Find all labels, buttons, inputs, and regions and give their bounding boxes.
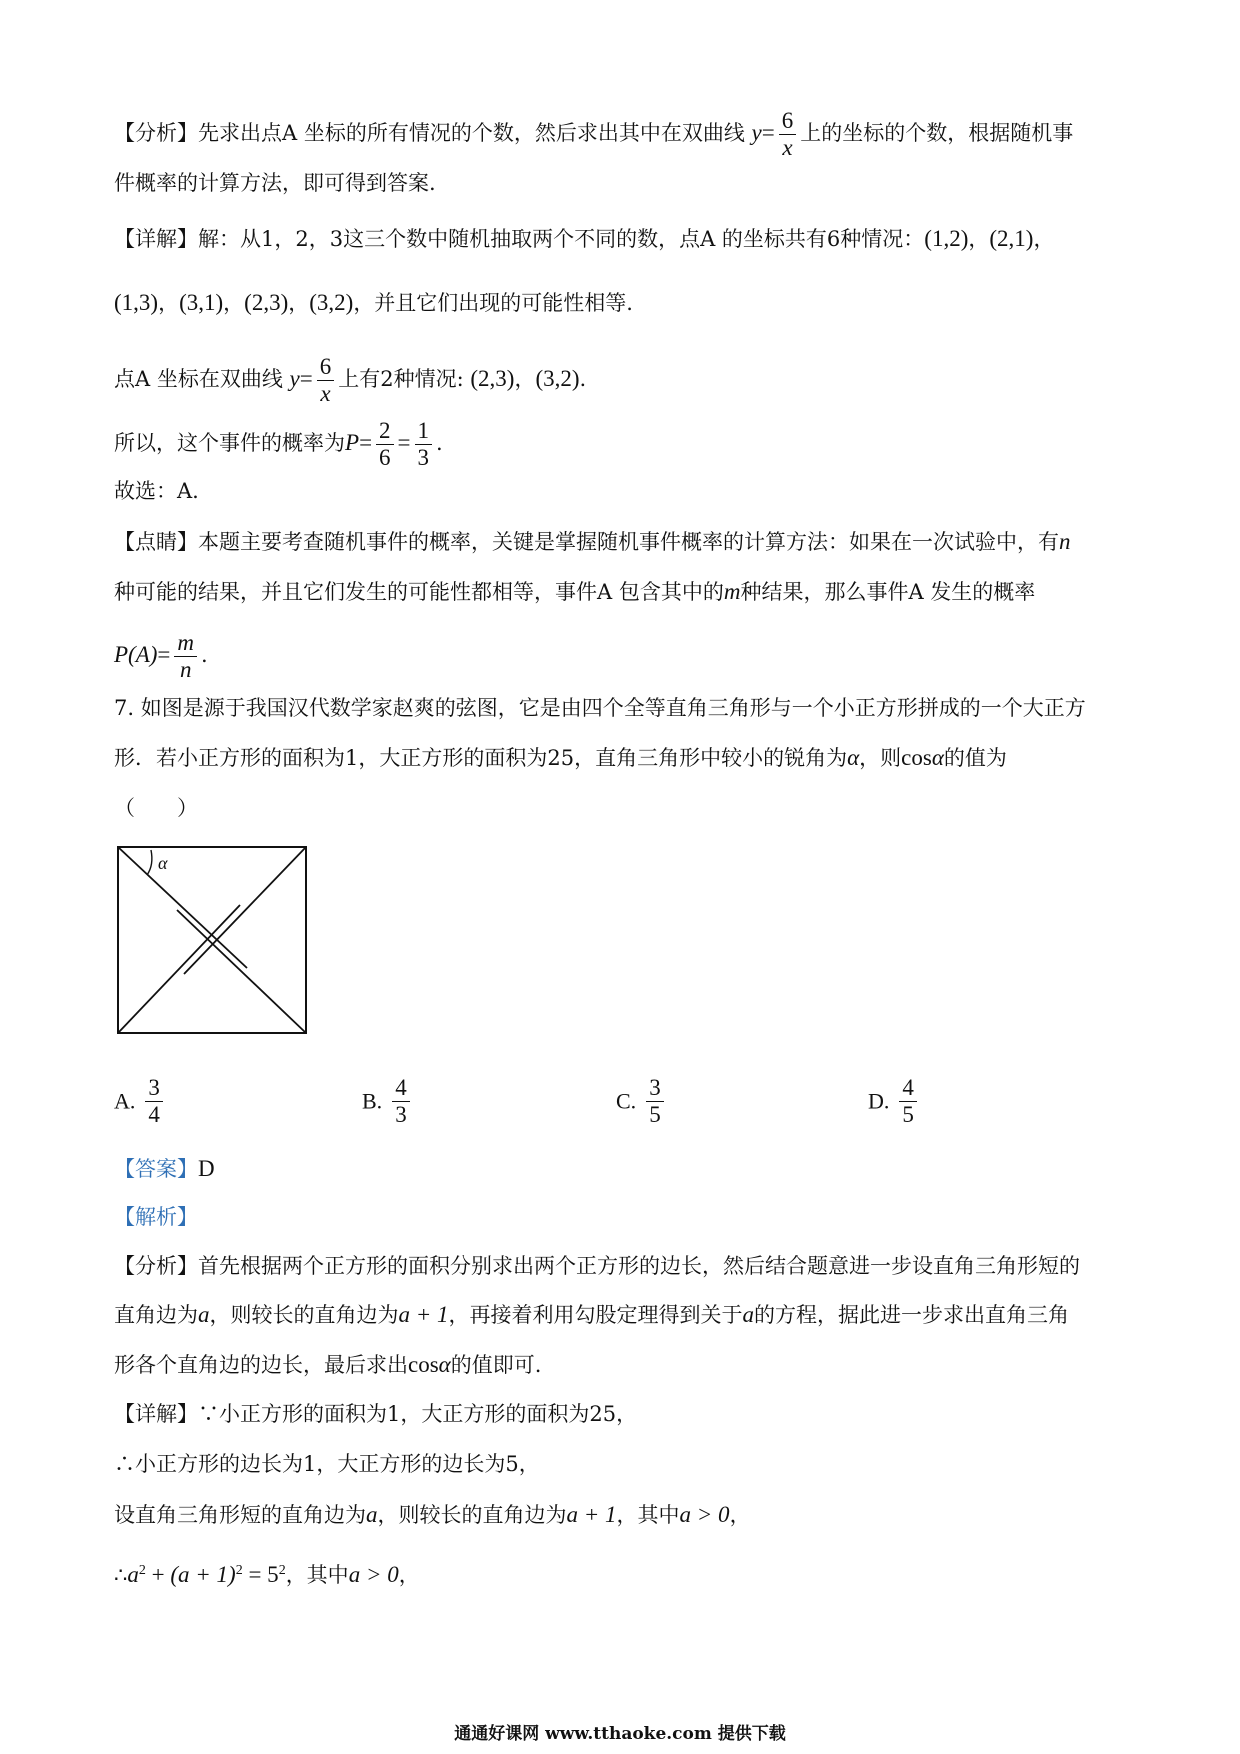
footer-watermark: 通通好课网 www.tthaoke.com 提供下载 — [454, 1724, 786, 1744]
solution-line-1: 【详解】解：从1，2，3这三个数中随机抽取两个不同的数，点A 的坐标共有6种情况：(1,2)，(2,1)， — [114, 226, 1055, 251]
angle-arc — [147, 850, 152, 875]
zhao-shuang-diagram — [116, 845, 312, 1035]
inner-line-1 — [118, 847, 247, 968]
inner-line-4 — [118, 905, 240, 1033]
jiexi-line — [114, 1202, 198, 1232]
solution2-tag: 【详解】 — [114, 1402, 198, 1426]
analysis-line-1: 【分析】先求出点A 坐标的所有情况的个数，然后求出其中在双曲线 y= $\frac{6}{x}$ 上的坐标的个数，根据随机事 — [114, 108, 1074, 160]
solution2-line-3: 设直角三角形短的直角边为a，则较长的直角边为a + 1，其中a > 0， — [114, 1502, 751, 1527]
choice-line: 故选：A. — [114, 479, 199, 503]
solution-line-3: 点A 坐标在双曲线 y= $\frac{6}{x}$ 上有2种情况: (2,3)，(3,2). — [114, 354, 587, 406]
option-b[interactable]: B. $\frac{4}{3}$ — [362, 1075, 414, 1128]
option-d-fraction: $\frac{4}{5}$ — [899, 1075, 917, 1128]
analysis-tag: 【分析】 — [114, 121, 198, 145]
question-7-paren: （ ） — [114, 796, 198, 820]
solution2-equation: $\therefore a^2 + (a + 1)^2 = 5^2$，其中a > 0， — [114, 1562, 420, 1587]
fraction-2-over-6: $\frac{2}{6}$ — [376, 418, 394, 471]
answer-line: 【答案】D — [114, 1156, 215, 1181]
comment-line-1: 【点睛】本题主要考查随机事件的概率，关键是掌握随机事件概率的计算方法：如果在一次试验中，有n — [114, 529, 1071, 554]
answer-tag: 【答案】 — [114, 1157, 198, 1181]
analysis-line-2: 件概率的计算方法，即可得到答案. — [114, 171, 436, 195]
analysis2-line-1: 【分析】首先根据两个正方形的面积分别求出两个正方形的边长，然后结合题意进一步设直角三角形短的 — [114, 1254, 1080, 1278]
question-7-line-1: 7. 如图是源于我国汉代数学家赵爽的弦图，它是由四个全等直角三角形与一个小正方形拼成的一个大正方 — [114, 696, 1086, 720]
comment-line-2: 种可能的结果，并且它们发生的可能性都相等，事件A 包含其中的m种结果，那么事件A 发生的概率 — [114, 579, 1036, 604]
fraction-6-over-x-2: $\frac{6}{x}$ — [317, 354, 335, 407]
probability-line: 所以，这个事件的概率为P= $\frac{2}{6}$ = $\frac{1}{3}$ . — [114, 418, 443, 470]
solution2-line-2: ∴小正方形的边长为1，大正方形的边长为5， — [114, 1452, 540, 1476]
question-7-line-2: 形．若小正方形的面积为1，大正方形的面积为25，直角三角形中较小的锐角为α，则cosα的值为 — [114, 745, 1007, 770]
option-d[interactable]: D. $\frac{4}{5}$ — [868, 1075, 921, 1128]
comment-tag: 【点睛】 — [114, 530, 198, 554]
analysis2-line-3: 形各个直角边的边长，最后求出cosα的值即可. — [114, 1352, 542, 1377]
fraction-1-over-3: $\frac{1}{3}$ — [415, 418, 433, 471]
option-a[interactable]: A. $\frac{3}{4}$ — [114, 1075, 167, 1128]
option-b-fraction: $\frac{4}{3}$ — [392, 1075, 410, 1128]
fraction-6-over-x: $\frac{6}{x}$ — [779, 108, 797, 161]
solution2-line-1: 【详解】∵小正方形的面积为1，大正方形的面积为25， — [114, 1402, 638, 1426]
solution-tag: 【详解】 — [114, 227, 198, 251]
solution-line-2: (1,3)，(3,1)，(2,3)，(3,2)，并且它们出现的可能性相等. — [114, 290, 633, 315]
fraction-m-over-n: $\frac{m}{n}$ — [174, 630, 197, 683]
comment-formula: P(A)= $\frac{m}{n}$ . — [114, 630, 208, 682]
option-a-fraction: $\frac{3}{4}$ — [145, 1075, 163, 1128]
analysis2-tag: 【分析】 — [114, 1254, 198, 1278]
option-c-fraction: $\frac{3}{5}$ — [646, 1075, 664, 1128]
option-c[interactable]: C. $\frac{3}{5}$ — [616, 1075, 668, 1128]
inner-line-2 — [184, 847, 306, 974]
jiexi-tag: 【解析】 — [114, 1205, 198, 1229]
inner-line-3 — [177, 910, 306, 1033]
analysis2-line-2: 直角边为a，则较长的直角边为a + 1，再接着利用勾股定理得到关于a的方程，据此进一步求出直角三角 — [114, 1302, 1070, 1327]
alpha-label: α — [158, 853, 168, 873]
